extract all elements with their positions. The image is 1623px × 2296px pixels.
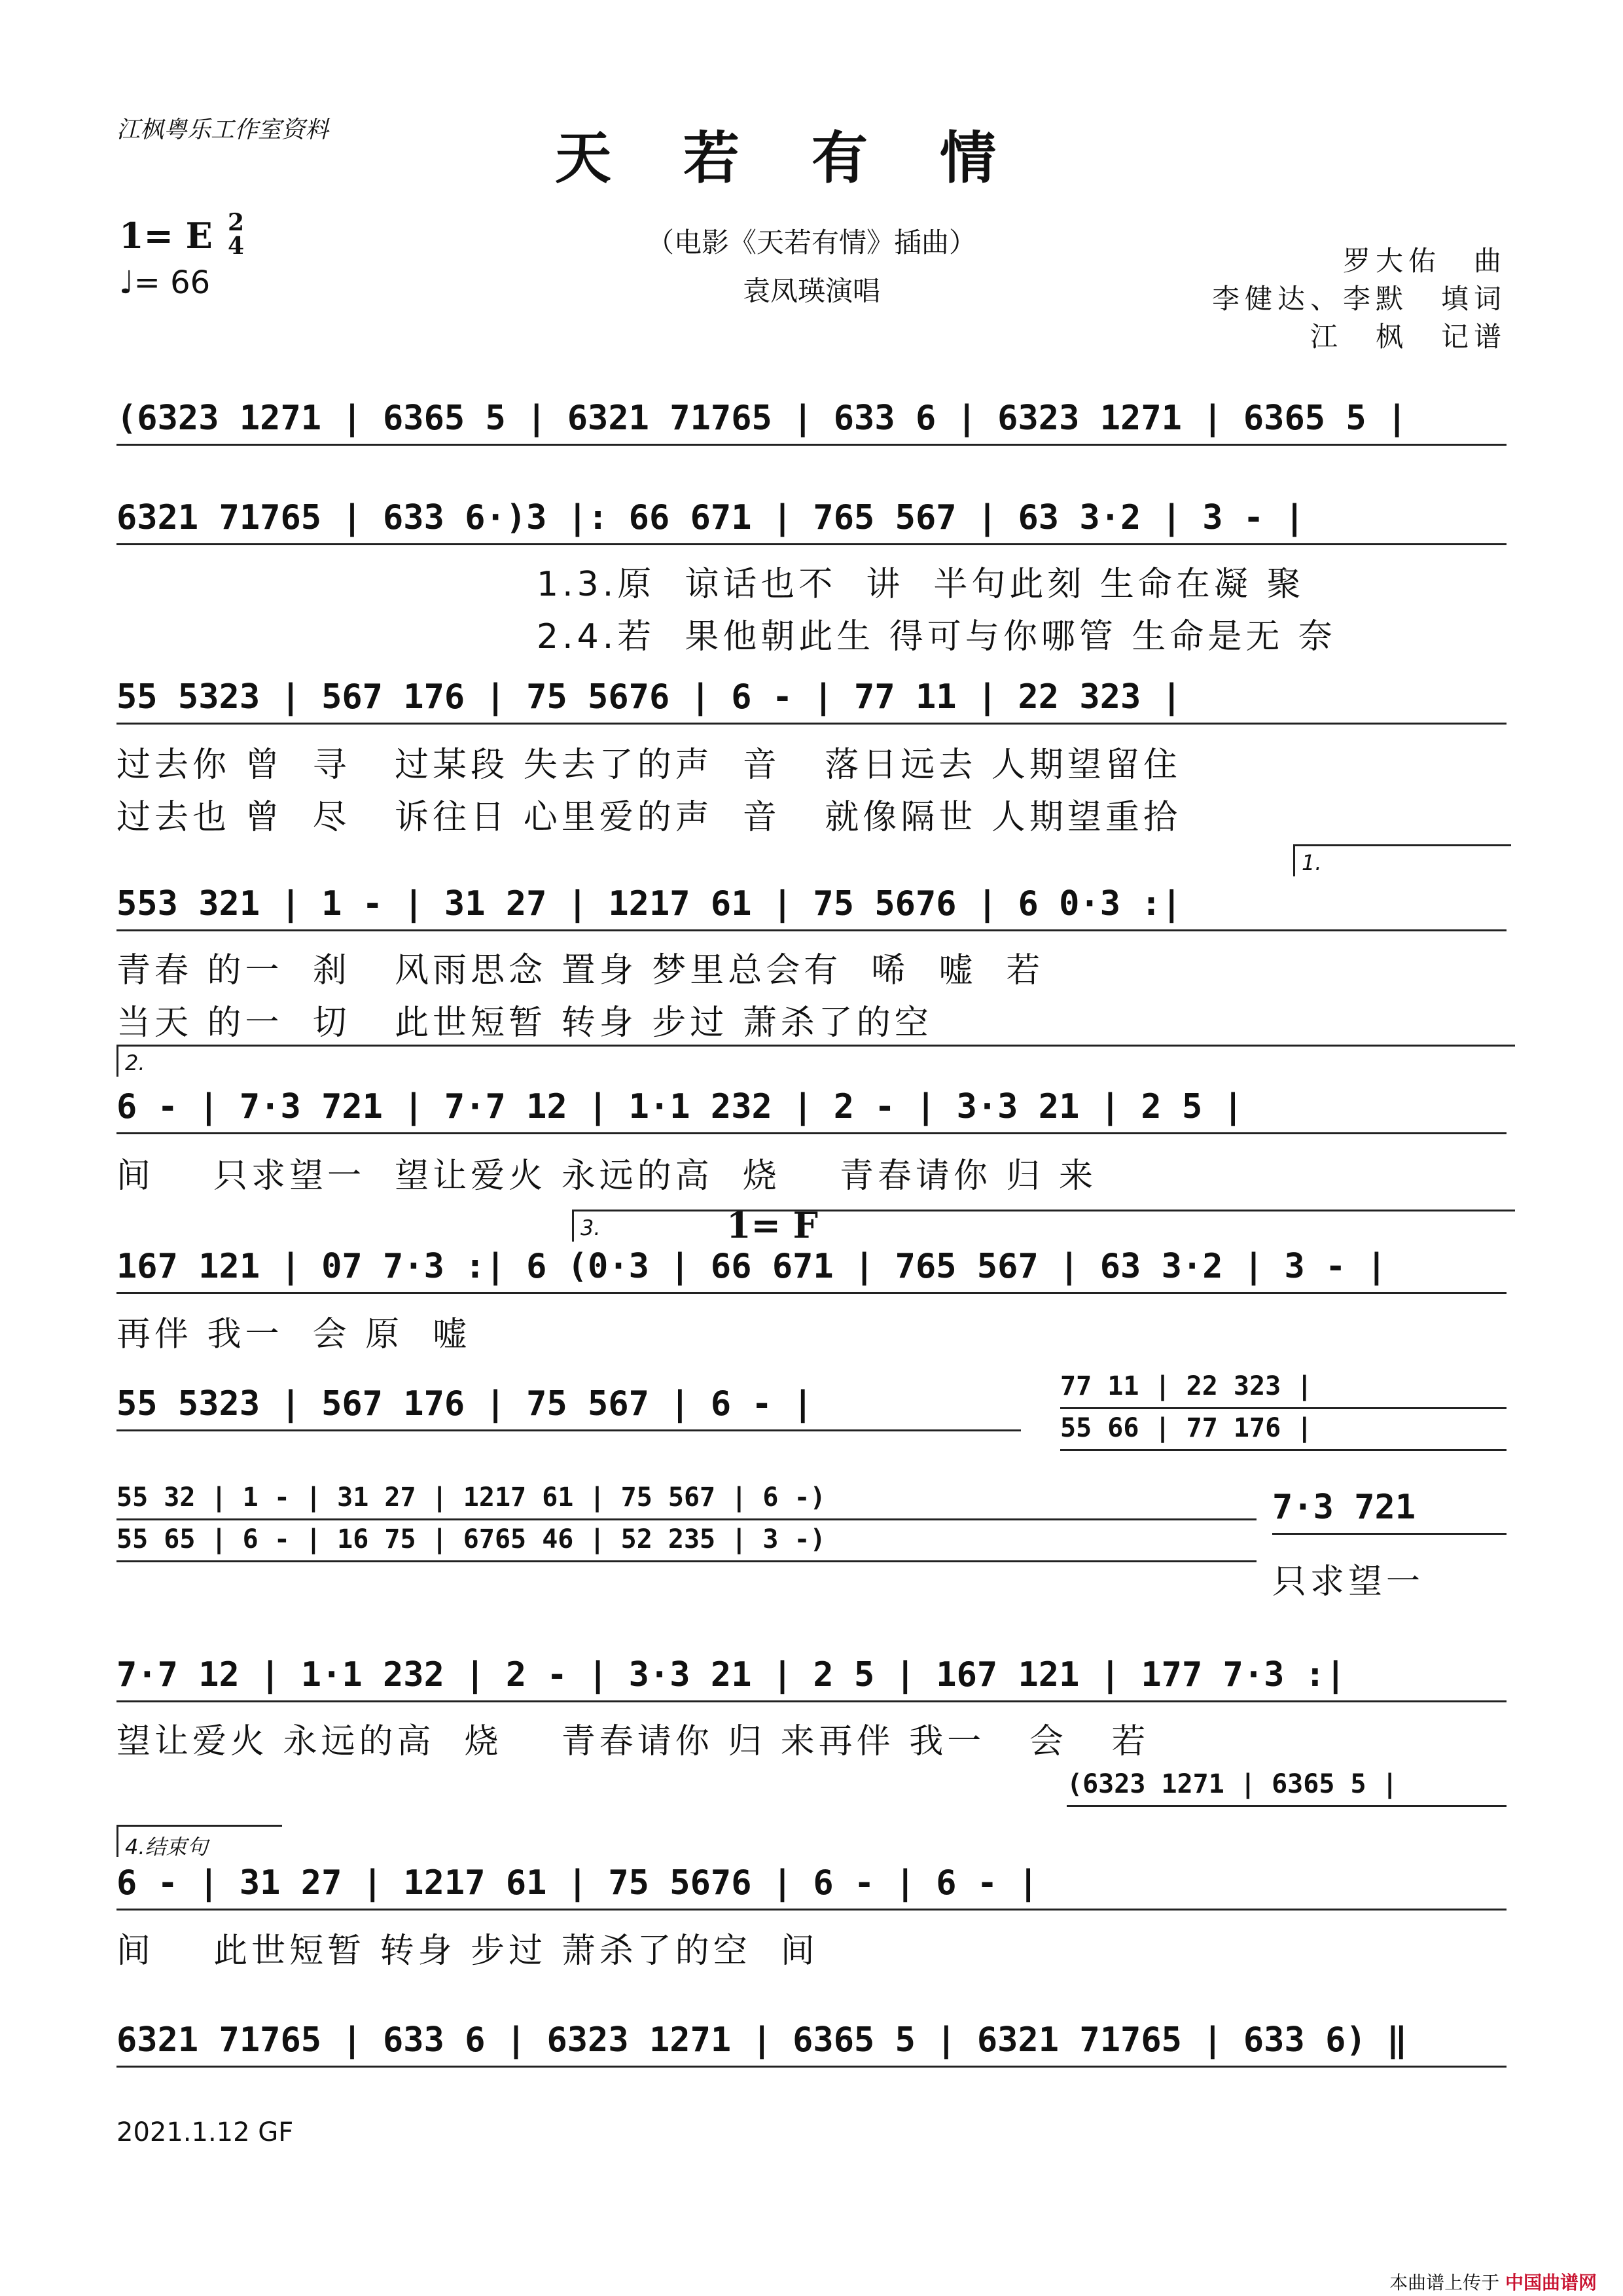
lyric-row-4-verse1: 青春 的一 刹 风雨思念 置身 梦里总会有 唏 嘘 若 (116, 951, 1044, 990)
composer-credit: 罗大佑 曲 (1342, 245, 1507, 277)
score-row-8-lower: 55 65 | 6 - | 16 75 | 6765 46 | 52 235 | 3 -) (116, 1518, 1257, 1562)
score-row-7: 55 5323 | 567 176 | 75 567 | 6 - | (116, 1378, 1021, 1431)
tempo-mark: ♩= 66 (119, 264, 211, 301)
interlude-cue: (6323 1271 | 6365 5 | (1067, 1763, 1507, 1807)
transcriber-credit: 江 枫 记谱 (1310, 321, 1507, 353)
lyric-row-5: 间 只求望一 望让爱火 永远的高 烧 青春请你 归 来 (116, 1157, 1097, 1196)
lyric-row-2-verse1: 1.3.原 谅话也不 讲 半句此刻 生命在凝 聚 (537, 565, 1305, 604)
score-row-1: (6323 1271 | 6365 5 | 6321 71765 | 633 6 | 6323 1271 | 6365 5 | (116, 393, 1507, 446)
studio-label: 江枫粤乐工作室资料 (116, 117, 329, 143)
lyric-row-8: 只求望一 (1272, 1562, 1425, 1602)
subtitle: （电影《天若有情》插曲） (646, 226, 976, 259)
key-signature: 1= E (119, 215, 213, 257)
watermark-site: 中国曲谱网 (1505, 2272, 1597, 2293)
lyric-row-9: 望让爱火 永远的高 烧 青春请你 归 来再伴 我一 会 若 (116, 1722, 1150, 1761)
watermark-prefix: 本曲谱上传于 (1389, 2272, 1500, 2293)
score-row-5: 6 - | 7·3 721 | 7·7 12 | 1·1 232 | 2 - | 3·3 21 | 2 5 | (116, 1081, 1507, 1134)
date-stamp: 2021.1.12 GF (116, 2117, 294, 2147)
lyric-row-6: 再伴 我一 会 原 嘘 (116, 1315, 471, 1354)
song-title: 天若有情 (555, 125, 1068, 191)
volta-2: 2. (116, 1045, 1515, 1077)
score-row-3: 55 5323 | 567 176 | 75 5676 | 6 - | 77 11 | 22 323 | (116, 672, 1507, 725)
score-row-8-tail: 7·3 721 (1272, 1482, 1507, 1535)
score-row-6: 167 121 | 07 7·3 :| 6 (0·3 | 66 671 | 765 567 | 63 3·2 | 3 - | (116, 1241, 1507, 1294)
lyric-row-3-verse1: 过去你 曾 寻 过某段 失去了的声 音 落日远去 人期望留住 (116, 745, 1181, 785)
volta-4-ending: 4.结束句 (116, 1825, 282, 1857)
score-row-11: 6321 71765 | 633 6 | 6323 1271 | 6365 5 | 6321 71765 | 633 6) ‖ (116, 2015, 1507, 2068)
volta-1: 1. (1293, 844, 1511, 876)
lyric-row-2-verse2: 2.4.若 果他朝此生 得可与你哪管 生命是无 奈 (537, 617, 1336, 656)
score-row-7-lower: 55 66 | 77 176 | (1060, 1407, 1507, 1451)
time-sig-top: 2 (228, 209, 245, 236)
singer: 袁凤瑛演唱 (742, 275, 880, 307)
watermark (1389, 2269, 1597, 2295)
score-row-2: 6321 71765 | 633 6·)3 |: 66 671 | 765 567 | 63 3·2 | 3 - | (116, 492, 1507, 545)
score-row-10: 6 - | 31 27 | 1217 61 | 75 5676 | 6 - | 6 - | (116, 1857, 1507, 1910)
key-change: 1= F (726, 1204, 818, 1246)
score-row-9: 7·7 12 | 1·1 232 | 2 - | 3·3 21 | 2 5 | 167 121 | 177 7·3 :| (116, 1649, 1507, 1702)
score-row-8-upper: 55 32 | 1 - | 31 27 | 1217 61 | 75 567 | 6 -) (116, 1477, 1257, 1520)
time-sig-bottom: 4 (228, 232, 245, 260)
score-row-7-upper: 77 11 | 22 323 | (1060, 1365, 1507, 1409)
lyric-row-10: 间 此世短暂 转身 步过 萧杀了的空 间 (116, 1931, 819, 1971)
lyric-row-4-verse2: 当天 的一 切 此世短暂 转身 步过 萧杀了的空 (116, 1003, 933, 1043)
lyricist-credit: 李健达、李默 填词 (1211, 283, 1507, 315)
volta-3: 3. (572, 1210, 1515, 1242)
score-row-4: 553 321 | 1 - | 31 27 | 1217 61 | 75 5676 | 6 0·3 :| (116, 878, 1507, 931)
lyric-row-3-verse2: 过去也 曾 尽 诉往日 心里爱的声 音 就像隔世 人期望重拾 (116, 798, 1181, 837)
